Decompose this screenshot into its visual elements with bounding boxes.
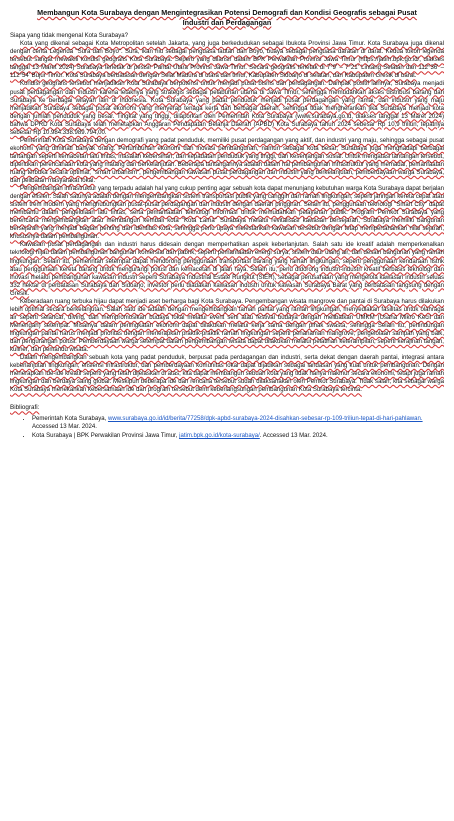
- paragraph-potential: Kondisi geografis tersebut menjadikan Kota Surabaya berpotensi untuk menjadi pusat bisnis dan perdagangan. Dampak positif lainnya, Surabaya menjadi pusat perdagangan dan industri karena letaknya yang strategis sebagai pelabuhan utama di Jawa Timur, sehingga memudahkan akses distribusi barang dari Surabaya ke berbagai wilayah lain di Indonesia. Kota Surabaya yang padat penduduk menjadi pusat perdagangan yang ramai, dan industri yang maju menjadikan Surabaya sebagai pusat ekonomi yang menyerap tenaga kerja dari berbagai daerah, sehingga tidak mengherankan jika Surabaya menjadi kota dengan jumlah penduduk yang besar. Tingkat yang tinggi, dilaporkan oleh Pemerintah Kota Surabaya (www.surabaya.go.id, diakses tanggal 13 Maret 2024) bahwa DPRD Kota Surabaya telah menetapkan Anggaran Pendapatan Belanja Daerah (APBD) Kota Surabaya tahun 2024 sebesar Rp 10,9 triliun, tepatnya sebesar Rp 10.984.338.989.794,00.: [10, 81, 444, 136]
- paragraph-infrastructure: Pengembangan infrastruktur yang terpadu adalah hal yang cukup penting agar sebuah kota dapat menunjang kebutuhan warga Kota Surabaya dapat berjalan dengan efisien. Salah satunya adalah dengan mengembangkan sistem transportasi publik yang canggih dan ramah lingkungan, seperti jaringan kereta cepat atau sistem trem modern yang menghubungkan pusat-pusat perdagangan dan industri dengan daerah pinggiran. Selain itu, penggunaan teknologi "Smart City" dapat membantu dalam pengelolaan lalu lintas, serta pemanfaatan teknologi informasi untuk memudahkan pelayanan publik. Program Pemkot Surabaya yang berencana mengembangkan atau membangun kembali kota "Kota Lama" Surabaya melalui revitalisasi kawasan bersejarah, Surabaya memiliki bangunan bersejarah yang menjadi bagian penting dari identitas kota, sehingga perlu upaya melestarikan kawasan tersebut dengan tetap mempertahankan nilai sejarah, khususnya dalam pembangunan.: [10, 186, 444, 241]
- paragraph-conclusion: Dalam mengembangkan sebuah kota yang padat penduduk, berpusat pada perdagangan dan industri, serta dekat dengan daerah pantai, integrasi antara keberlanjutan lingkungan, efisiensi infrastruktur, dan pemberdayaan komunitas lokal dapat dijadikan sebagai landasan yang kuat untuk pembangunan. Dengan menerapkan ide-ide kreatif seperti yang telah dijelaskan di atas, kita dapat membangun sebuah kota yang tidak hanya makmur secara ekonomi, tetapi juga ramah lingkungan dan berdaya saing global. Meskipun beberapa ide dan rencana tersebut sudah dilaksanakan oleh Pemkot Surabaya. Tidak salah, kita sebagai warga Kota Surabaya menekankan kebersamaan ide dan program tersebut demi keberlangsungan pembangunan Kota Surabaya tercinta.: [10, 355, 444, 394]
- bibliography-entry-source: Pemerintah Kota Surabaya,: [32, 416, 108, 423]
- document-title: Membangun Kota Surabaya dengan Mengintegrasikan Potensi Demografi dan Kondisi Geografis sebagai Pusat Industri dan Perdagangan: [37, 8, 417, 27]
- bibliography-entry: [32, 432, 444, 440]
- bibliography-link[interactable]: jatim.bpk.go.id/kota-surabaya/: [179, 433, 260, 440]
- bibliography-entry: [32, 415, 444, 431]
- paragraph-coastal: Keberadaan ruang terbuka hijau dapat menjadi aset berharga bagi Kota Surabaya. Pengembangan wisata mangrove dan pantai di Surabaya harus dilakukan lebih optimal secara berkelanjutan. Salah satu ide adalah dengan mengembangkan taman pantai yang ramah lingkungan, menyediakan fasilitas untuk olahraga air seperti selancar, diving, dan mempromosikan budaya lokal melalui event seni atau festival budaya dengan melibatkan UMKM (Usaha Mikro Kecil dan Menengah) setempat. Misalnya dalam peningkatan ekonomi dapat dilakukan melalui kerja sama dengan pihak swasta, sehingga Selain itu, perlindungan lingkungan pantai harus menjadi prioritas dengan menerapkan praktik-praktik ramah lingkungan seperti penanaman mangrove, pengelolaan sampah yang baik, dan pengurangan polusi. Pemberdayaan warga setempat dalam pengembangan wisata dapat dilakukan melalui pelatihan keterampilan, seperti kerajinan tangan, kuliner, dan pemandu wisata.: [10, 298, 444, 354]
- paragraph-geography: Kota yang dikenal sebagai Kota Metropolitan setelah Jakarta, yang juga berkedudukan sebagai Ibukota Provinsi Jawa Timur. Kota Surabaya juga dikenal dengan cerita Legenda "Sura dan Boyo". Sura, ikan hiu sebagai penguasa lautan dan Boyo, buaya sebagai penguasa daratan di darat. Kedua tokoh legenda tersebut sangat mewakili kondisi geografis Kota Surabaya. Seperti yang dilansir dalam BPK Perwakilan Provinsi Jawa Timur (https://jatim.bpk.go.id/, diakses tanggal 13 Maret 2024) Surabaya terletak di pesisir Pantai Utara Provinsi Jawa Timur. Secara geografis terletak di 7°9' – 7°21' Lintang Selatan dan 112°36' – 112°54' Bujur Timur. Kota Surabaya berbatasan dengan Selat Madura di utara dan timur, Kabupaten Sidoarjo di selatan, dan Kabupaten Gresik di barat.: [10, 41, 444, 80]
- bibliography-list: [10, 415, 444, 440]
- bibliography-heading: Bibliografi:: [10, 404, 40, 412]
- bibliography-entry-accessed: Accessed 13 Mar. 2024.: [32, 424, 97, 431]
- paragraph-intro: Siapa yang tidak mengenal Kota Surabaya?: [10, 33, 128, 40]
- bibliography-entry-source: Kota Surabaya | BPK Perwakilan Provinsi Jawa Timur,: [32, 433, 180, 440]
- paragraph-challenges: Pemerintah Kota Surabaya dengan demografi yang padat penduduk, memiliki pusat perdagangan yang aktif, dan industri yang maju, sehingga sebagai pusat ekonomi yang diminati banyak orang. Pertumbuhan ekonomi dan inovasi pembangunan, namun sebagai kota besar, Surabaya juga menghadapi berbagai tantangan seperti kemacetan lalu lintas, masalah kebersihan, dan kepadatan penduduk yang tinggi, dan kesenjangan sosial. Untuk mengatasi tantangan tersebut, diperlukan perencanaan kota yang matang dan berkelanjutan. Beberapa tantangannya adalah dalam hal pembangunan infrastruktur yang memadai, pemanfaatan ruang terbuka secara optimal, "smart urbanism", pengembangan kawasan pusat perdagangan dan industri yang berkelanjutan, pemberdayaan warga Surabaya, dan pelibatan masyarakat lokal.: [10, 137, 445, 185]
- bibliography-link[interactable]: www.surabaya.go.id/id/berita/77258/dpk-apbd-surabaya-2024-disahkan-sebesar-rp-109-triliun-tepat-di-hari-pahlawan.: [107, 416, 423, 423]
- paragraph-industry: Kawasan pusat perdagangan dan industri harus didesain dengan memperhatikan aspek keberlanjutan. Salah satu ide kreatif adalah memperkenalkan teknologi hijau dalam pembangunan bangunan komersial dan pabrik, seperti pemanfaatan energi surya, sistem daur ulang air, dan desain bangunan yang ramah lingkungan. Selain itu, pemerintah setempat dapat mendorong penggunaan transportasi barang yang ramah lingkungan, seperti penggunaan kendaraan listrik atau penggunaan kereta barang untuk mengurangi polusi dan kemacetan di jalan raya. Selain itu, perlu didorong industri-industri kreatif berbasis teknologi dan inovasi melalui pembangunan kawasan industri seperti Surabaya Industrial Estate Rungkut (SIER), sebagai perusahaan yang mengelola kawasan industri seluas 332 hektar di perbatasan Surabaya dan Sidoarjo, investor perlu diadakan kawasan industri untuk kawasan Surabaya Barat yang berbatasan langsung dengan Gresik.: [10, 242, 444, 297]
- bibliography-entry-accessed: . Accessed 13 Mar. 2024.: [259, 433, 328, 440]
